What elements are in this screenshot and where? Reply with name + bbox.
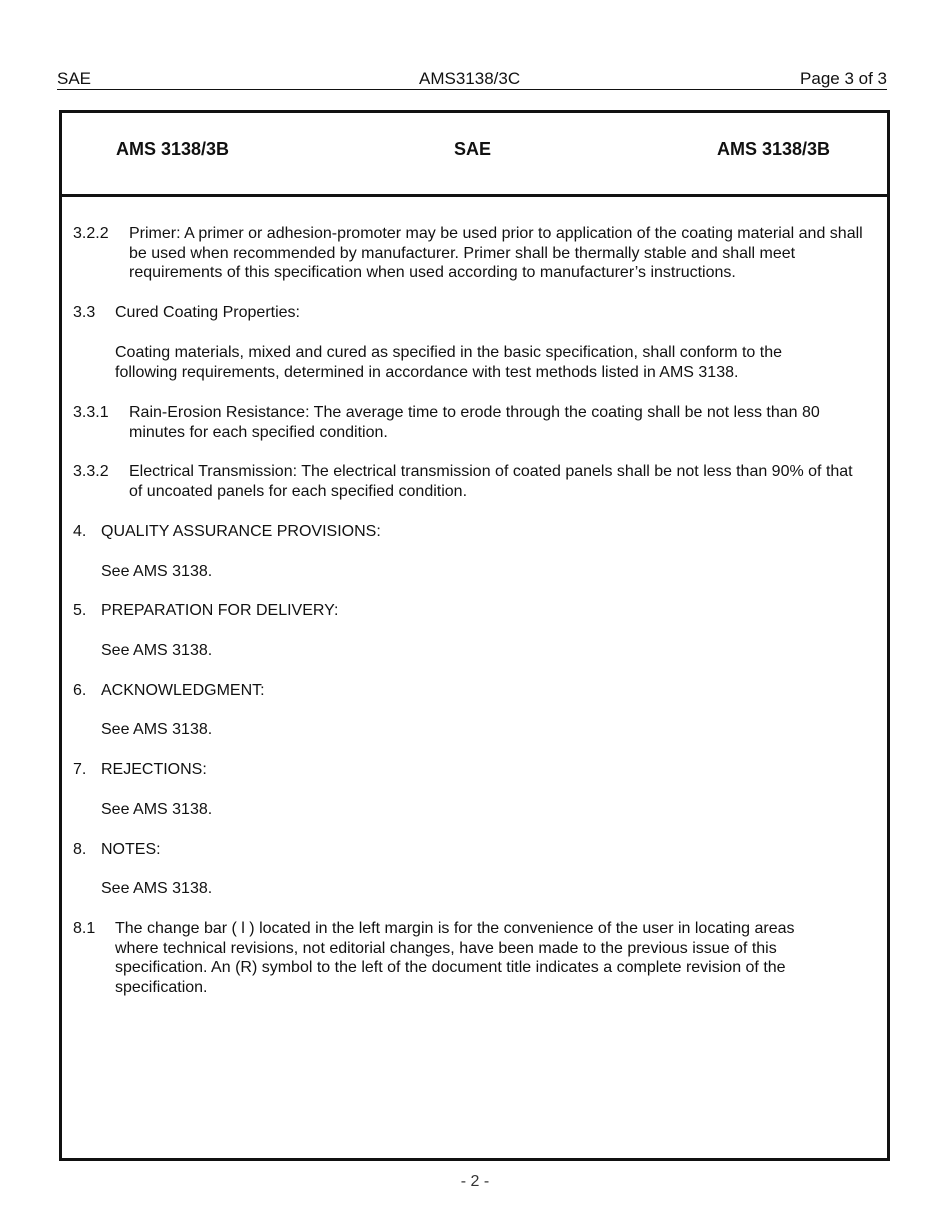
frame-header-right: AMS 3138/3B bbox=[717, 139, 831, 159]
section-8 bbox=[73, 840, 863, 860]
section-4 bbox=[73, 522, 863, 542]
section-number: 8.1 bbox=[73, 920, 96, 937]
page-footer: - 2 - bbox=[460, 1173, 490, 1190]
section-text: The change bar ( l ) located in the left margin is for the convenience of the user in locating areas where technical revisions, not editorial changes, have been made to the previous issue of this specification. An (R) symbol to the left of the document title indicates a complete revision of the specification. bbox=[115, 920, 795, 996]
section-text: See AMS 3138. bbox=[101, 721, 213, 738]
section-number: 6. bbox=[73, 682, 87, 699]
section-number: 3.3 bbox=[73, 304, 96, 321]
section-3-3-1 bbox=[73, 403, 863, 443]
header-page-number: Page 3 of 3 bbox=[800, 69, 887, 88]
section-3-3-2 bbox=[73, 462, 863, 502]
section-heading: QUALITY ASSURANCE PROVISIONS: bbox=[101, 523, 381, 540]
section-text: Coating materials, mixed and cured as specified in the basic specification, shall conform to the following requirements, determined in accordance with test methods listed in AMS 3138. bbox=[115, 344, 783, 381]
frame-header bbox=[62, 113, 887, 197]
section-heading: NOTES: bbox=[101, 841, 161, 858]
section-text: Rain-Erosion Resistance: The average time to erode through the coating shall be not less than 80 minutes for each specified condition. bbox=[129, 404, 820, 441]
section-number: 5. bbox=[73, 602, 87, 619]
section-heading: Cured Coating Properties: bbox=[115, 304, 300, 321]
section-4-body bbox=[101, 562, 501, 582]
section-6 bbox=[73, 681, 863, 701]
section-text: See AMS 3138. bbox=[101, 880, 213, 897]
section-heading: PREPARATION FOR DELIVERY: bbox=[101, 602, 339, 619]
section-number: 8. bbox=[73, 841, 87, 858]
section-8-1 bbox=[73, 919, 863, 999]
section-number: 4. bbox=[73, 523, 87, 540]
section-number: 3.2.2 bbox=[73, 225, 109, 242]
section-text: See AMS 3138. bbox=[101, 563, 213, 580]
section-7-body bbox=[101, 800, 501, 820]
frame-header-center: SAE bbox=[454, 139, 492, 159]
section-number: 3.3.1 bbox=[73, 404, 109, 421]
header-org: SAE bbox=[57, 69, 92, 88]
section-3-3 bbox=[73, 303, 863, 323]
section-3-2-2 bbox=[73, 224, 863, 284]
section-text: See AMS 3138. bbox=[101, 642, 213, 659]
section-text: Electrical Transmission: The electrical transmission of coated panels shall be not less than 90% of that of uncoated panels for each specified condition. bbox=[129, 463, 853, 500]
frame-header-left: AMS 3138/3B bbox=[116, 139, 230, 159]
header-doc-number: AMS3138/3C bbox=[419, 69, 521, 88]
section-heading: REJECTIONS: bbox=[101, 761, 207, 778]
section-6-body bbox=[101, 720, 501, 740]
section-number: 3.3.2 bbox=[73, 463, 109, 480]
section-text: Primer: A primer or adhesion-promoter may be used prior to application of the coating material and shall be used when recommended by manufacturer. Primer shall be thermally stable and shall meet requirements of this specification when used according to manufacturer’s instructions. bbox=[129, 225, 863, 281]
section-text: See AMS 3138. bbox=[101, 801, 213, 818]
page-running-header bbox=[57, 68, 887, 90]
section-5 bbox=[73, 601, 863, 621]
section-5-body bbox=[101, 641, 501, 661]
section-8-body bbox=[101, 879, 501, 899]
section-3-3-body bbox=[115, 343, 835, 383]
section-number: 7. bbox=[73, 761, 87, 778]
section-heading: ACKNOWLEDGMENT: bbox=[101, 682, 265, 699]
section-7 bbox=[73, 760, 863, 780]
